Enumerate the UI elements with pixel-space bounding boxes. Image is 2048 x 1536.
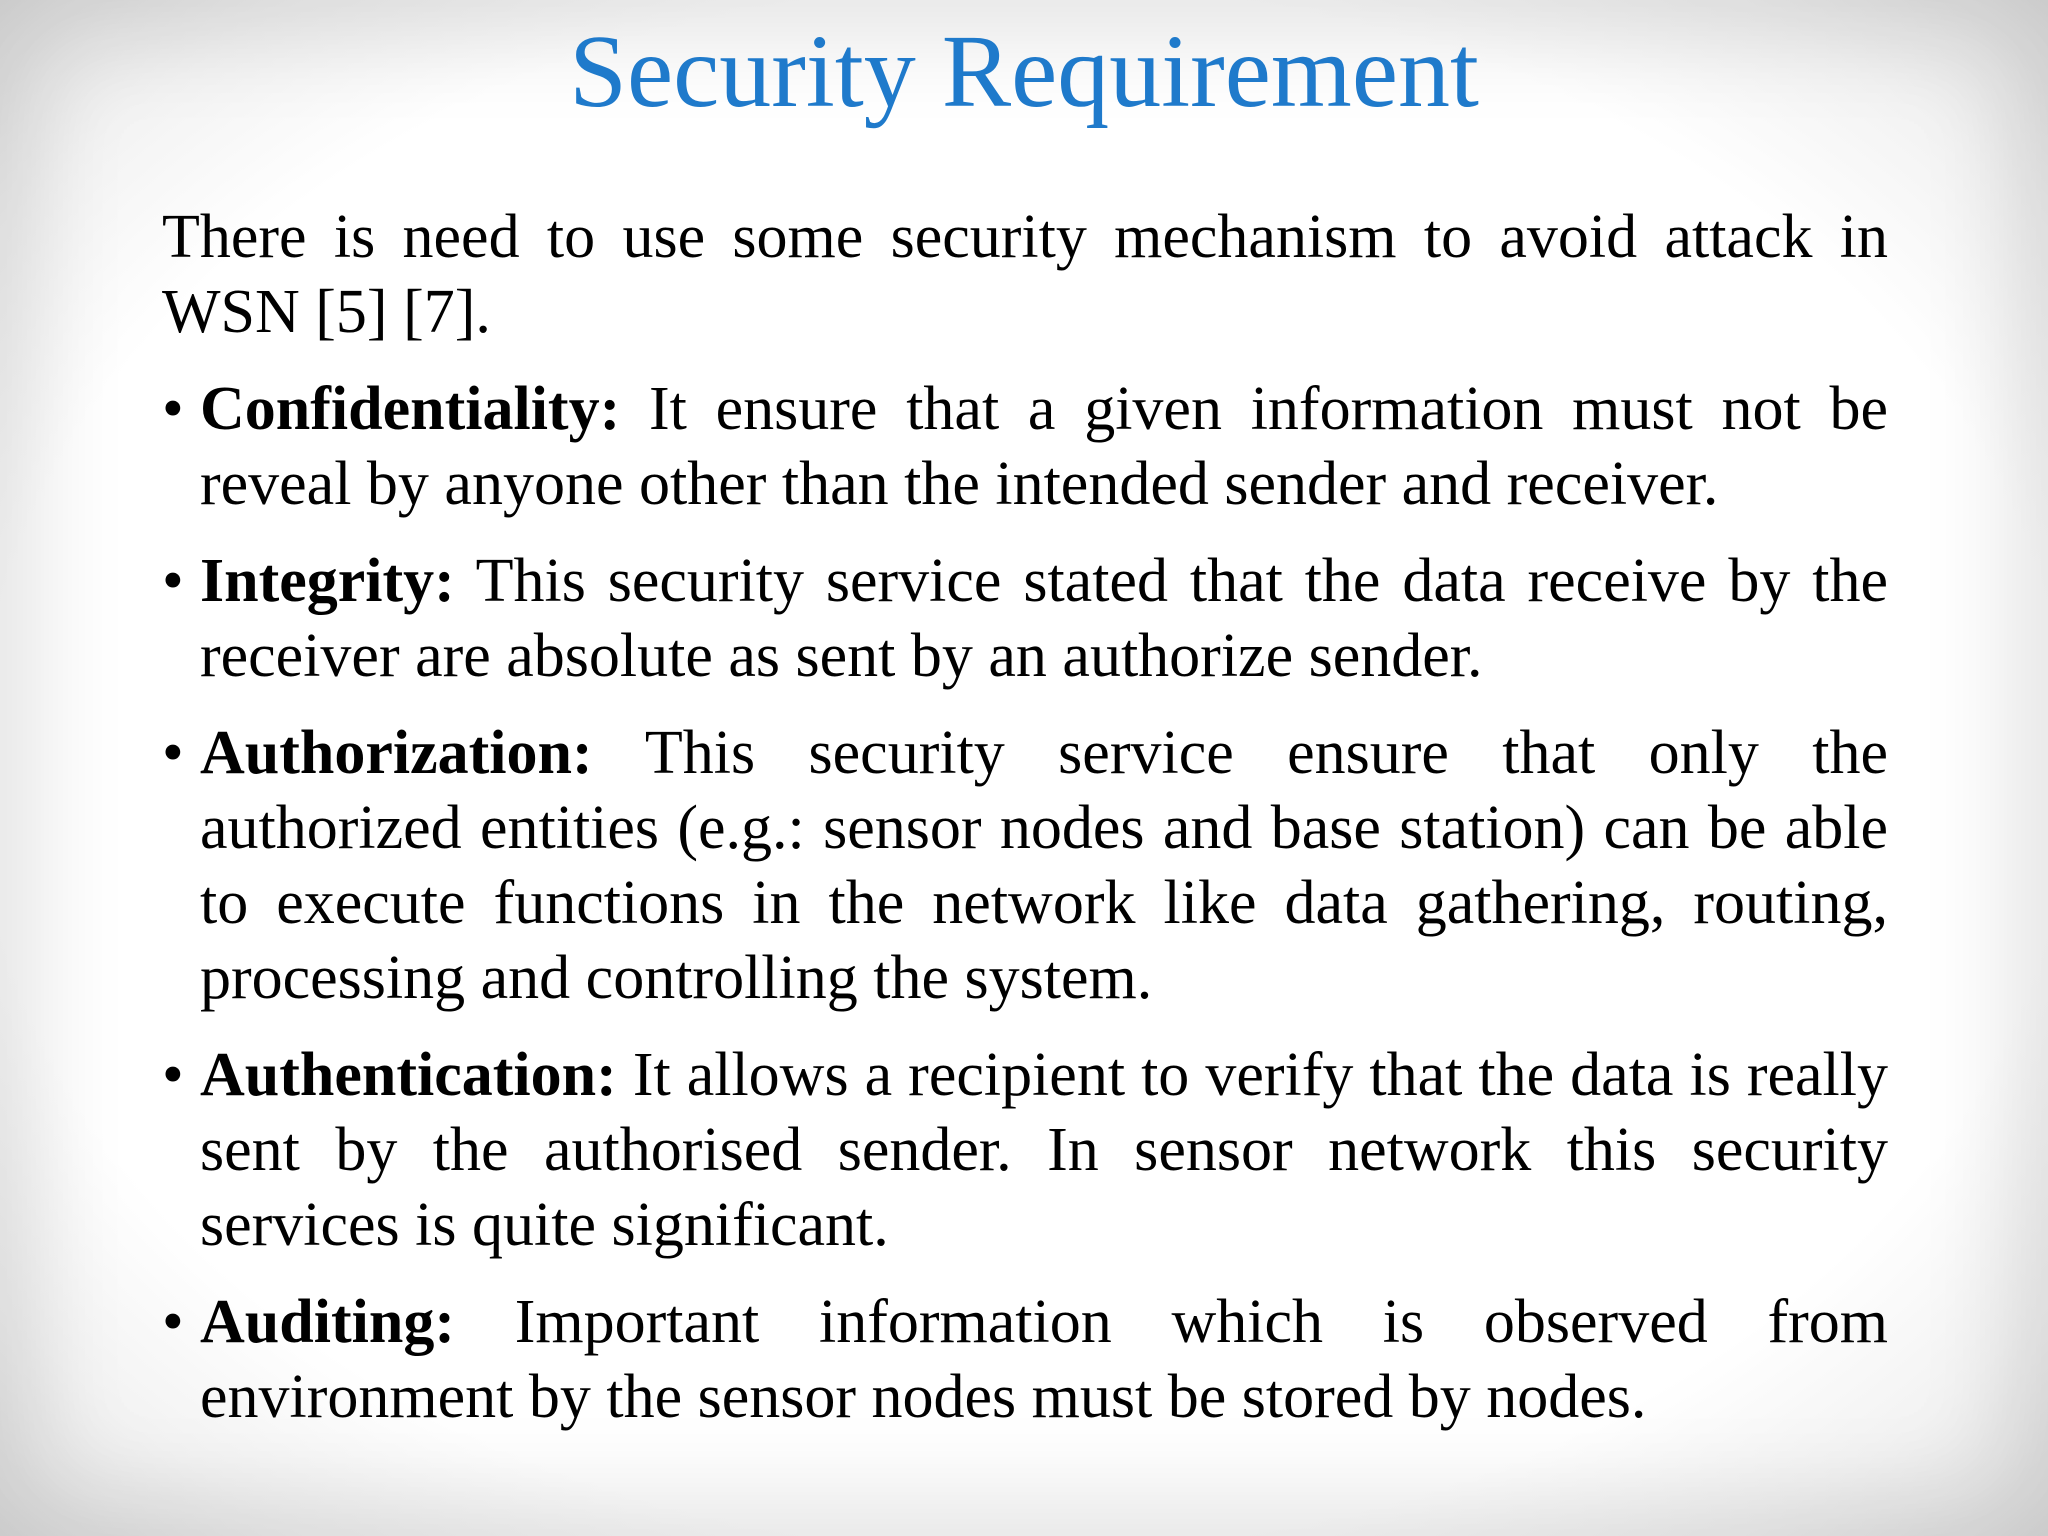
bullet-icon: •: [162, 547, 184, 615]
bullet-icon: •: [162, 1041, 184, 1109]
slide-title: Security Requirement: [569, 14, 1479, 129]
bullet-icon: •: [162, 1288, 184, 1356]
item-term: Auditing:: [200, 1288, 455, 1356]
list-item-authorization: [162, 716, 1888, 1016]
item-term: Authentication:: [200, 1041, 617, 1109]
item-text: This security service stated that the data receive by the receiver are absolute as sent by an authorize sender.: [200, 547, 1888, 690]
item-text: It allows a recipient to verify that the data is really sent by the authorised sender. In sensor network this security services is quite significant.: [200, 1041, 1888, 1259]
list-item-authentication: [162, 1038, 1888, 1263]
item-term: Confidentiality:: [200, 375, 621, 443]
bullet-icon: •: [162, 375, 184, 443]
item-term: Integrity:: [200, 547, 455, 615]
bullet-icon: •: [162, 719, 184, 787]
slide-content: [162, 200, 1888, 1457]
item-text: It ensure that a given information must not be reveal by anyone other than the intended sender and receiver.: [200, 375, 1889, 518]
list-item-integrity: [162, 544, 1888, 694]
item-text: Important information which is observed from environment by the sensor nodes must be stored by nodes.: [200, 1288, 1889, 1431]
item-term: Authorization:: [200, 719, 593, 787]
list-item-confidentiality: [162, 372, 1888, 522]
item-text: This security service ensure that only the authorized entities (e.g.: sensor nodes and base station) can be able to execute functions in the network like data gathering, routing, processing and controlling the system.: [200, 719, 1888, 1012]
list-item-auditing: [162, 1285, 1888, 1435]
intro-paragraph: There is need to use some security mechanism to avoid attack in WSN [5] [7].: [162, 203, 1888, 346]
requirements-list: [162, 372, 1888, 1435]
